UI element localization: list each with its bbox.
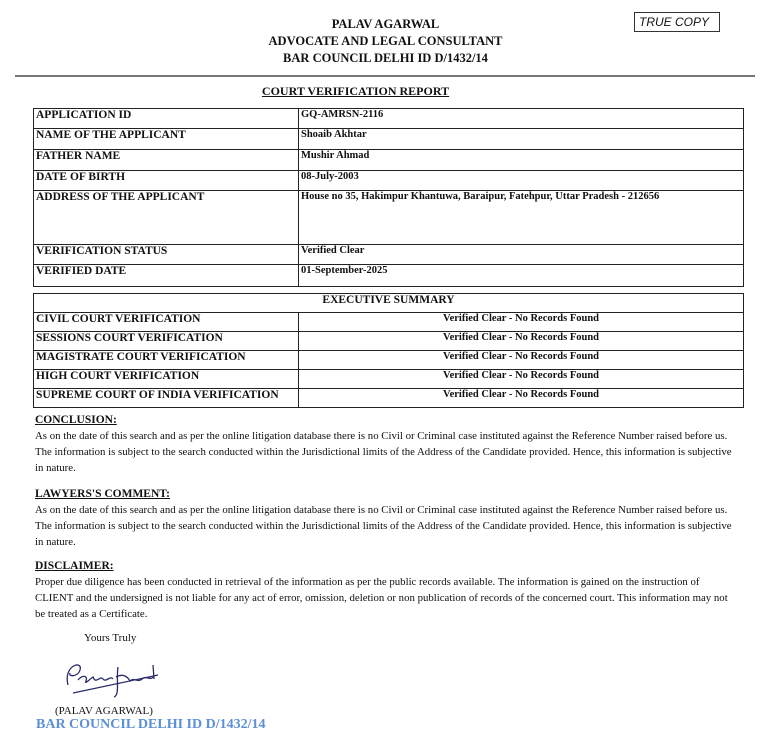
row-value: 01-September-2025 — [299, 265, 744, 287]
advocate-name: PALAV AGARWAL — [331, 17, 440, 31]
row-label: ADDRESS OF THE APPLICANT — [34, 191, 299, 245]
conclusion-section — [35, 412, 735, 476]
table-row — [34, 389, 744, 408]
signature-image — [58, 655, 168, 700]
comment-heading: LAWYERS'S COMMENT: — [35, 488, 170, 500]
table-row — [34, 370, 744, 389]
table-row — [34, 171, 744, 191]
comment-text: As on the date of this search and as per the online litigation database there is no Civil or Criminal case instituted against the Reference Number raised before us. The information is subject to the search conducted within the Jurisdictional limits of the Address of the Candidate provided. Hence, this information is subjective in nature. — [35, 504, 732, 548]
row-value: 08-July-2003 — [299, 171, 744, 191]
row-label: SESSIONS COURT VERIFICATION — [34, 332, 299, 351]
conclusion-text: As on the date of this search and as per the online litigation database there is no Civil or Criminal case instituted against the Reference Number raised before us. The information is subject to the search conducted within the Jurisdictional limits of the Address of the Candidate provided. Hence, this information is subjective in nature. — [35, 430, 732, 474]
row-value: Verified Clear - No Records Found — [299, 313, 744, 332]
row-label: NAME OF THE APPLICANT — [34, 129, 299, 150]
disclaimer-heading: DISCLAIMER: — [35, 560, 114, 572]
true-copy-stamp: TRUE COPY — [634, 12, 720, 32]
row-value: Mushir Ahmad — [299, 150, 744, 171]
table-row — [34, 265, 744, 287]
row-value: GQ-AMRSN-2116 — [299, 109, 744, 129]
table-row — [34, 150, 744, 171]
signatory-bar-id: BAR COUNCIL DELHI ID D/1432/14 — [36, 717, 266, 732]
table-row — [34, 351, 744, 370]
row-value: Verified Clear — [299, 245, 744, 265]
applicant-info-table — [33, 108, 744, 287]
row-label: APPLICATION ID — [34, 109, 299, 129]
row-value: Verified Clear - No Records Found — [299, 389, 744, 408]
table-row — [34, 245, 744, 265]
summary-heading-row — [34, 294, 744, 313]
table-row — [34, 313, 744, 332]
disclaimer-text: Proper due diligence has been conducted in retrieval of the information as per the public records available. The information is gained on the instruction of CLIENT and the undersigned is not liable for any act of error, omission, deletion or non publication of records of the concerned court. This information may not be treated as a Certificate. — [35, 576, 728, 620]
table-row — [34, 332, 744, 351]
row-value: Shoaib Akhtar — [299, 129, 744, 150]
header-divider — [15, 75, 755, 77]
table-row — [34, 129, 744, 150]
table-row — [34, 191, 744, 245]
disclaimer-section — [35, 558, 735, 622]
advocate-designation: ADVOCATE AND LEGAL CONSULTANT — [268, 34, 503, 48]
row-value: Verified Clear - No Records Found — [299, 370, 744, 389]
advocate-bar-id: BAR COUNCIL DELHI ID D/1432/14 — [283, 51, 488, 65]
signatory-name: (PALAV AGARWAL) — [55, 705, 153, 717]
row-label: CIVIL COURT VERIFICATION — [34, 313, 299, 332]
row-value: Verified Clear - No Records Found — [299, 332, 744, 351]
row-label: VERIFICATION STATUS — [34, 245, 299, 265]
row-label: MAGISTRATE COURT VERIFICATION — [34, 351, 299, 370]
row-label: FATHER NAME — [34, 150, 299, 171]
executive-summary-table — [33, 293, 744, 408]
report-title: COURT VERIFICATION REPORT — [261, 84, 450, 98]
closing-text: Yours Truly — [84, 632, 137, 644]
row-label: SUPREME COURT OF INDIA VERIFICATION — [34, 389, 299, 408]
table-row — [34, 109, 744, 129]
summary-heading: EXECUTIVE SUMMARY — [34, 294, 744, 313]
row-label: HIGH COURT VERIFICATION — [34, 370, 299, 389]
lawyer-comment-section — [35, 486, 735, 550]
row-value: Verified Clear - No Records Found — [299, 351, 744, 370]
row-label: DATE OF BIRTH — [34, 171, 299, 191]
row-value: House no 35, Hakimpur Khantuwa, Baraipur, Fatehpur, Uttar Pradesh - 212656 — [299, 191, 744, 245]
conclusion-heading: CONCLUSION: — [35, 414, 117, 426]
row-label: VERIFIED DATE — [34, 265, 299, 287]
